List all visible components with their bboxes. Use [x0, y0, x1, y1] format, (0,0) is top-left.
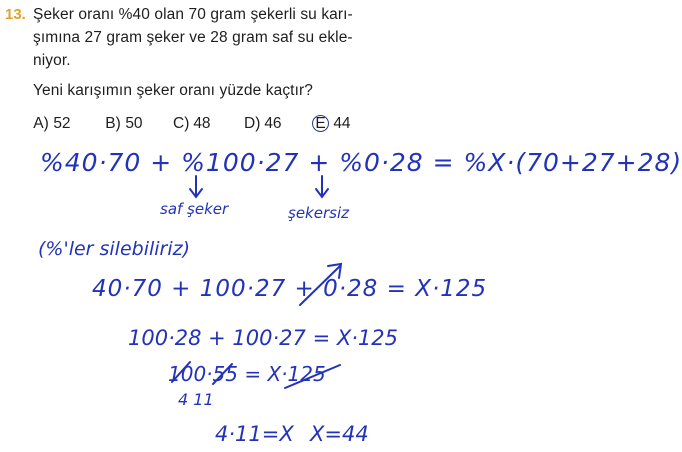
solution-equation-3: 100·28 + 100·27 = X·125 — [128, 326, 398, 350]
solution-note: (%'ler silebiliriz) — [38, 238, 191, 260]
option-e-letter-circled: E — [312, 115, 329, 132]
strike-125 — [285, 365, 340, 388]
solution-result-product: 4·11=X — [215, 422, 294, 446]
solution-final-answer: X=44 — [310, 422, 369, 446]
label-sekersiz: şekersiz — [288, 204, 349, 222]
question-prompt: Yeni karışımın şeker oranı yüzde kaçtır? — [33, 82, 313, 99]
option-a-letter: A) — [33, 115, 49, 132]
solution-equation-2: 40·70 + 100·27 + 0·28 = X·125 — [92, 276, 488, 302]
strike-55 — [213, 364, 232, 384]
solution-simplified-factors: 4 11 — [178, 390, 214, 409]
arrow-down-sekersiz — [316, 176, 328, 197]
label-saf-seker: saf şeker — [160, 200, 229, 218]
option-c-value: 48 — [193, 115, 211, 132]
arrow-down-saf-seker — [190, 176, 202, 197]
question-number: 13. — [5, 6, 26, 23]
solution-equation-4: 100·55 = X·125 — [168, 362, 326, 386]
option-c-letter: C) — [173, 115, 190, 132]
option-b-letter: B) — [105, 115, 121, 132]
question-line-2: şımına 27 gram şeker ve 28 gram saf su ekle- — [33, 29, 353, 46]
solution-equation-1: %40·70 + %100·27 + %0·28 = %X·(70+27+28) — [40, 148, 682, 177]
question-line-3: niyor. — [33, 52, 71, 69]
option-a-value: 52 — [53, 115, 71, 132]
option-d-letter: D) — [244, 115, 261, 132]
option-b-value: 50 — [125, 115, 143, 132]
cross-out-arrow — [300, 264, 341, 305]
question-line-1: Şeker oranı %40 olan 70 gram şekerli su karı- — [33, 6, 353, 23]
option-d-value: 46 — [264, 115, 282, 132]
strike-100 — [172, 362, 190, 382]
option-e-value: 44 — [333, 115, 351, 132]
